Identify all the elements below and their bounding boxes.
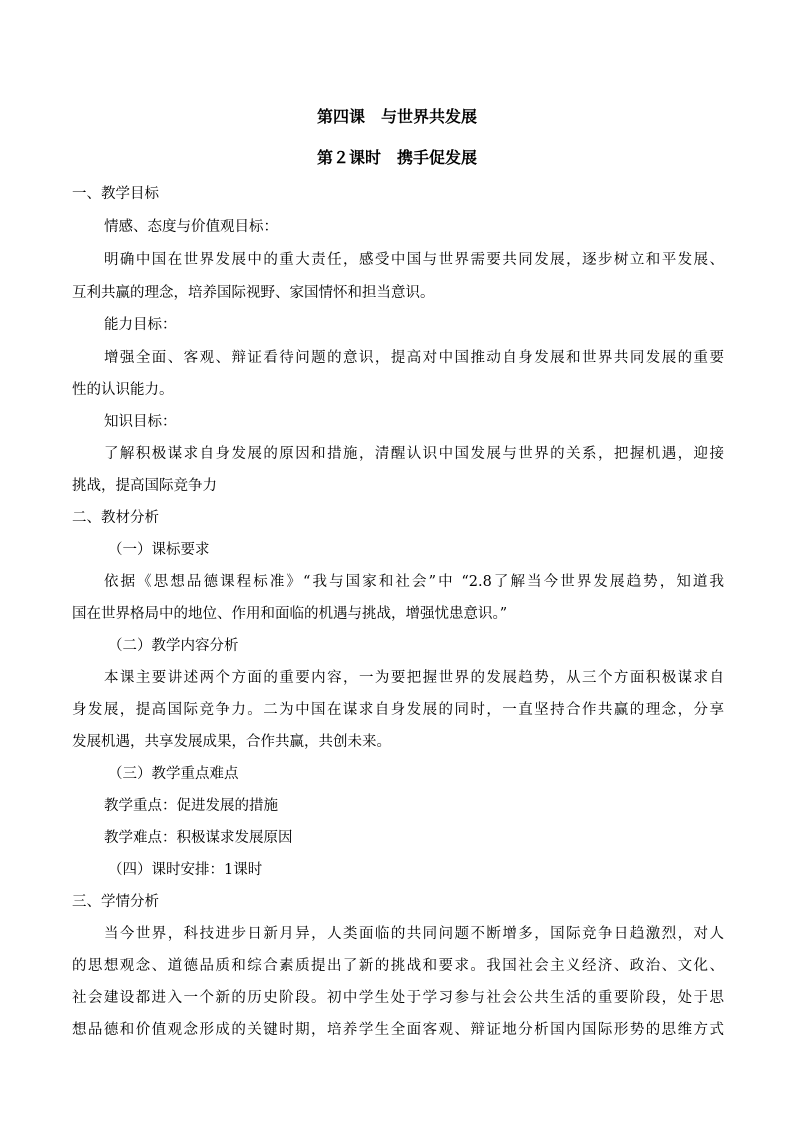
lesson-title: 第四课 与世界共发展 bbox=[316, 107, 477, 126]
subheading-content-analysis: （二）教学内容分析 bbox=[108, 638, 239, 654]
subheading-ability-goal: 能力目标： bbox=[104, 317, 177, 333]
subheading-schedule: （四）课时安排：1课时 bbox=[108, 862, 263, 878]
lesson-subtitle: 第２课时 携手促发展 bbox=[316, 148, 477, 167]
subheading-curriculum-requirement: （一）课标要求 bbox=[108, 542, 210, 558]
paragraph-line: 社会建设都进入一个新的历史阶段。初中学生处于学习参与社会公共生活的重要阶段，处于思 bbox=[72, 990, 724, 1006]
paragraph-line: 了解积极谋求自身发展的原因和措施，清醒认识中国发展与世界的关系，把握机遇，迎接 bbox=[104, 446, 724, 462]
subheading-knowledge-goal: 知识目标： bbox=[104, 414, 177, 430]
paragraph-line: 依据《思想品德课程标准》“我与国家和社会”中 “2.8了解当今世界发展趋势，知道我 bbox=[104, 574, 724, 590]
paragraph-line: 互利共赢的理念，培养国际视野、家国情怀和担当意识。 bbox=[72, 285, 435, 301]
paragraph-line: 教学重点：促进发展的措施 bbox=[104, 798, 278, 814]
subheading-key-points: （三）教学重点难点 bbox=[108, 766, 239, 782]
paragraph-line: 身发展，提高国际竞争力。二为中国在谋求自身发展的同时，一直坚持合作共赢的理念，分享 bbox=[72, 702, 724, 718]
section-heading-student-analysis: 三、学情分析 bbox=[72, 894, 159, 910]
paragraph-line: 本课主要讲述两个方面的重要内容，一为要把握世界的发展趋势，从三个方面积极谋求自 bbox=[104, 670, 724, 686]
paragraph-line: 性的认识能力。 bbox=[72, 382, 174, 398]
paragraph-line: 明确中国在世界发展中的重大责任，感受中国与世界需要共同发展，逐步树立和平发展、 bbox=[104, 252, 724, 268]
paragraph-line: 国在世界格局中的地位、作用和面临的机遇与挑战，增强忧患意识。” bbox=[72, 606, 508, 622]
paragraph-line: 的思想观念、道德品质和综合素质提出了新的挑战和要求。我国社会主义经济、政治、文化、 bbox=[72, 958, 724, 974]
section-heading-objectives: 一、教学目标 bbox=[72, 186, 159, 202]
paragraph-line: 教学难点：积极谋求发展原因 bbox=[104, 830, 293, 846]
paragraph-line: 增强全面、客观、辩证看待问题的意识，提高对中国推动自身发展和世界共同发展的重要 bbox=[104, 350, 724, 366]
section-heading-textbook-analysis: 二、教材分析 bbox=[72, 510, 159, 526]
paragraph-line: 挑战，提高国际竞争力 bbox=[72, 478, 217, 494]
subheading-attitude-goal: 情感、态度与价值观目标： bbox=[104, 219, 278, 235]
paragraph-line: 发展机遇，共享发展成果，合作共赢，共创未来。 bbox=[72, 734, 391, 750]
paragraph-line: 当今世界，科技进步日新月异，人类面临的共同问题不断增多，国际竞争日趋激烈，对人 bbox=[104, 926, 724, 942]
paragraph-line: 想品德和价值观念形成的关键时期，培养学生全面客观、辩证地分析国内国际形势的思维方式 bbox=[72, 1022, 724, 1038]
